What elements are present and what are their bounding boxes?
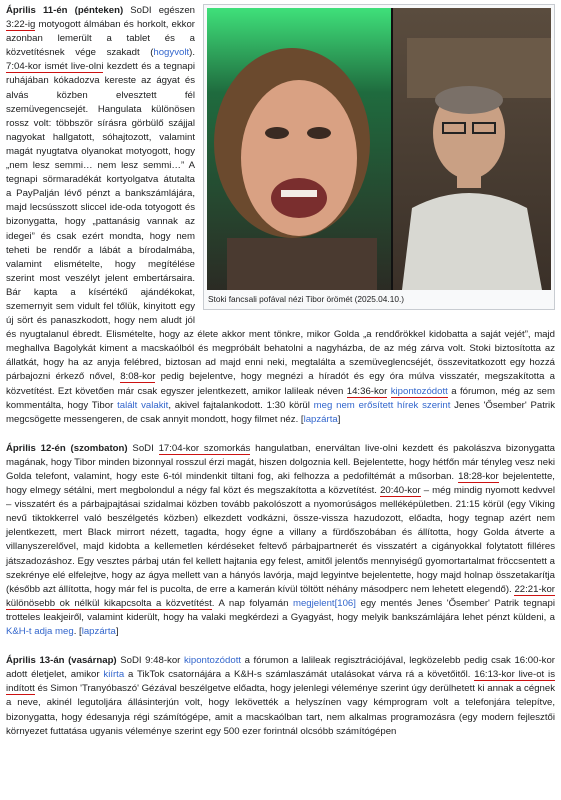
link-kipontozodott[interactable]: kipontozódott — [183, 655, 242, 667]
link-kipontozodott[interactable]: kipontozódott — [390, 385, 448, 397]
underlined-time: 14:36-kor — [346, 385, 388, 397]
underlined-time: 3:22-ig — [6, 19, 36, 31]
underlined-time: 22:21-kor különösebb ok nélkül kikapcsolta a közvetítést — [6, 583, 555, 609]
underlined-time: 17:04-kor szomorkás — [158, 442, 251, 454]
article-figure — [203, 4, 555, 310]
section-april-11: Április 11-én (pénteken) SoDI egészen 3:22-ig motyogott álmában és horkolt, ekkor azonban lemerült a tablet és a közvetítésnek vége szakadt (hogyvolt). 7:04-kor ismét live-olni kezdett és a tegnapi ruhájában kókadozva kerestе az ágyat és alvás közben elvesztett fél szemüvegencsejét. Hangulata különösen rossz volt: többször sírásra görbülő szájjal nagyokat hallgatott, sóhajtozott, valamint magát nyugtatva olyanokat motyogott, hogy „nem lesz semmi… nem lesz semmi…” A tegnapi sörmaradékát kortyolgatva átutalta a PayPalján lévő pénzt a bankszámlájára, majd lecsússzott sliccel ide-oda totyogott és bizonygatta, hogy „pattanásig vannak az idegei” és csak ezért mondta, hogy nem teheti be rendőr a lábát a bírodalmába, valamint elismételte, hogy megítélése szerint most veszélyt jelent embertársaira. Bár kapta a kísértékű ajándékokat, szemernyit sem vidult fel tőlük, kinyitott egy új sört és panaszkodott, hogy nem aludt jól és nyugtalanul ébredt. Elismételte, hogy az élete akkor ment tönkre, mikor Golda „a rendőrökkel kidobatta a saját vejét”, majd meghallva Bagolykát kiment a macskaólból és megpróbált behatolni a nagyházba, de az még zárva volt. Stoki biztosította az állatkát, hogy ha az anyja felébred, biztosan ad majd enni neki, megtalálta a szemüveglencséjét, összevitatkozott egy hozzá párbajozni érkező nővel, 8:08-kor pedig bejelentve, hogy megnézi a híradót és egy óra múlva visszatér, megszakította a közvetítést. Ezt követően már csak egyszer jelentkezett, amikor lalileak néven 14:36-kor kipontozódott a fórumon, még az sem kommentálta, hogy Tibor talált valakit, akivel fajtalankodott. 1:30 körül meg nem erősített hírek szerint Jenes 'Ősember' Patrik megcsögette messengeren, de csak annyit mondott, hogy filmet néz. [lapzárta] — [6, 5, 555, 425]
link-lapzarta[interactable]: lapzárta — [303, 413, 338, 425]
underlined-time: 16:13-kor live-ot is indított — [6, 669, 555, 695]
link-hogyvolt[interactable]: hogyvolt — [153, 47, 190, 59]
link-lapzarta[interactable]: lapzárta — [81, 626, 116, 638]
link-kh[interactable]: K&H-t adja meg — [6, 626, 74, 638]
section-april-12: Április 12-én (szombaton) SoDI 17:04-kor szomorkás hangulatban, enerváltan live-olni kezdett és pakolászva bizonygatta magának, hogy Tibor minden bizonnyal rosszul érzi magát, hiszen dolgoznia kell. Bejelentette, hogy hétfőn már tényleg vesz neki Golda telefont, valamint, hogy este 6-tól mindenkit tiltani fog, aki felhozza a pedofiltémát a műsorban. 18:28-kor bejelentette, hogy elmegy sétálni, mert megbolondul a négy fal közt és megszakította a közvetítést. 20:40-kor – még mindig nyomott kedvvel – visszatért és a párbajpajtásai szidalmai közben tovább pakolószott a nyomorúságos melléképületben. 21:15 körül (egy Viking nevű tiktokkerrel való beszélgetés közben) elkezdett vodkázni, össze-vissza hazudozott, előadta, hogy tegnap azért nem jelentkezett, mert Black mirrort nézett, tagadta, hogy égne a villany a fürdőszobában és állította, hogy Golda átverte a villanyszerelővel, majd kidobta a kellemetlen kérdéseket feltevő párbajpartnerét és visszatért a cigányokkal folytatott filléres játszadozáshoz. Egy vesztes párbaj után fel kellett hajtania egy felest, amitől jelentős mennyiségű gyomortartalmat fröccsentett a szekrénye elé elfelejtve, hogy az ágya mellett van a hányós lavórja, majd legyintve bejelentette, hogy majd holnap összetakarítja (később azt állította, hogy már fel is pucolta, de erre a kamerán kívül töltött néhány másodperc nem lehetett elegendő). 22:21-kor különösebb ok nélkül kikapcsolta a közvetítést. A nap folyamán megjelent[106] egy mentés Jenes 'Ősember' Patrik tegnapi trotteles leakjeiről, valamint kiderült, hogy ha valaki megkérdezi a Gyagyást, hogy melyik bankszámlájára lehet pénzt küldeni, a K&H-t adja meg. [lapzárta] — [6, 442, 555, 638]
underlined-time: 8:08-kor — [120, 371, 156, 383]
link-hirek[interactable]: meg nem erősített hírek szerint — [313, 399, 451, 411]
underlined-time: 20:40-kor — [380, 485, 421, 497]
underlined-time: 7:04-kor ismét live-olni — [6, 61, 104, 73]
link-kiirta[interactable]: kiírta — [103, 669, 125, 681]
underlined-time: 18:28-kor — [458, 471, 499, 482]
link-talalt-valakit[interactable]: talált valakit — [117, 399, 169, 411]
photo-illustration — [207, 8, 551, 290]
figure-caption: Stoki fancsali pofával nézi Tibor örömét (2025.04.10.) — [208, 294, 405, 304]
video-call-screenshot — [207, 8, 551, 290]
section-april-13: Április 13-án (vasárnap) SoDI 9:48-kor kipontozódott a fórumon a lalileak regisztrációjával, legközelebb pedig csak 16:00-kor adott életjelet, amikor kiírta a TikTok csatornájára a K&H-s számlaszámát utalásokat várva rá a követőitől. 16:13-kor live-ot is indított és Simon 'Tranyóbaszó' Gézával beszélgetve előadta, hogy jelenlegi véleménye szerint úgy derülhetett ki annak a cégnek a neve, akinél legutoljára állásinterjún volt, hogy lekövették a helyszínen vagy kémprogram volt a telefonjára telepítve, bizonygatta, hogy édesanyja régi számítógépe, amit a macskaólban tart, nem alkalmas programozásra (egy modern fejlesztői környezet futtatása ugyanis véleménye szerint egy 500 ezer forintnál olcsóbb számítógépen — [6, 655, 555, 737]
date-heading: Április 12-én (szombaton) — [6, 442, 128, 454]
link-megjelent[interactable]: megjelent — [292, 597, 335, 609]
date-heading: Április 11-én (pénteken) — [6, 5, 124, 16]
reference-106[interactable]: [106] — [334, 597, 356, 609]
date-heading: Április 13-án (vasárnap) — [6, 655, 117, 667]
